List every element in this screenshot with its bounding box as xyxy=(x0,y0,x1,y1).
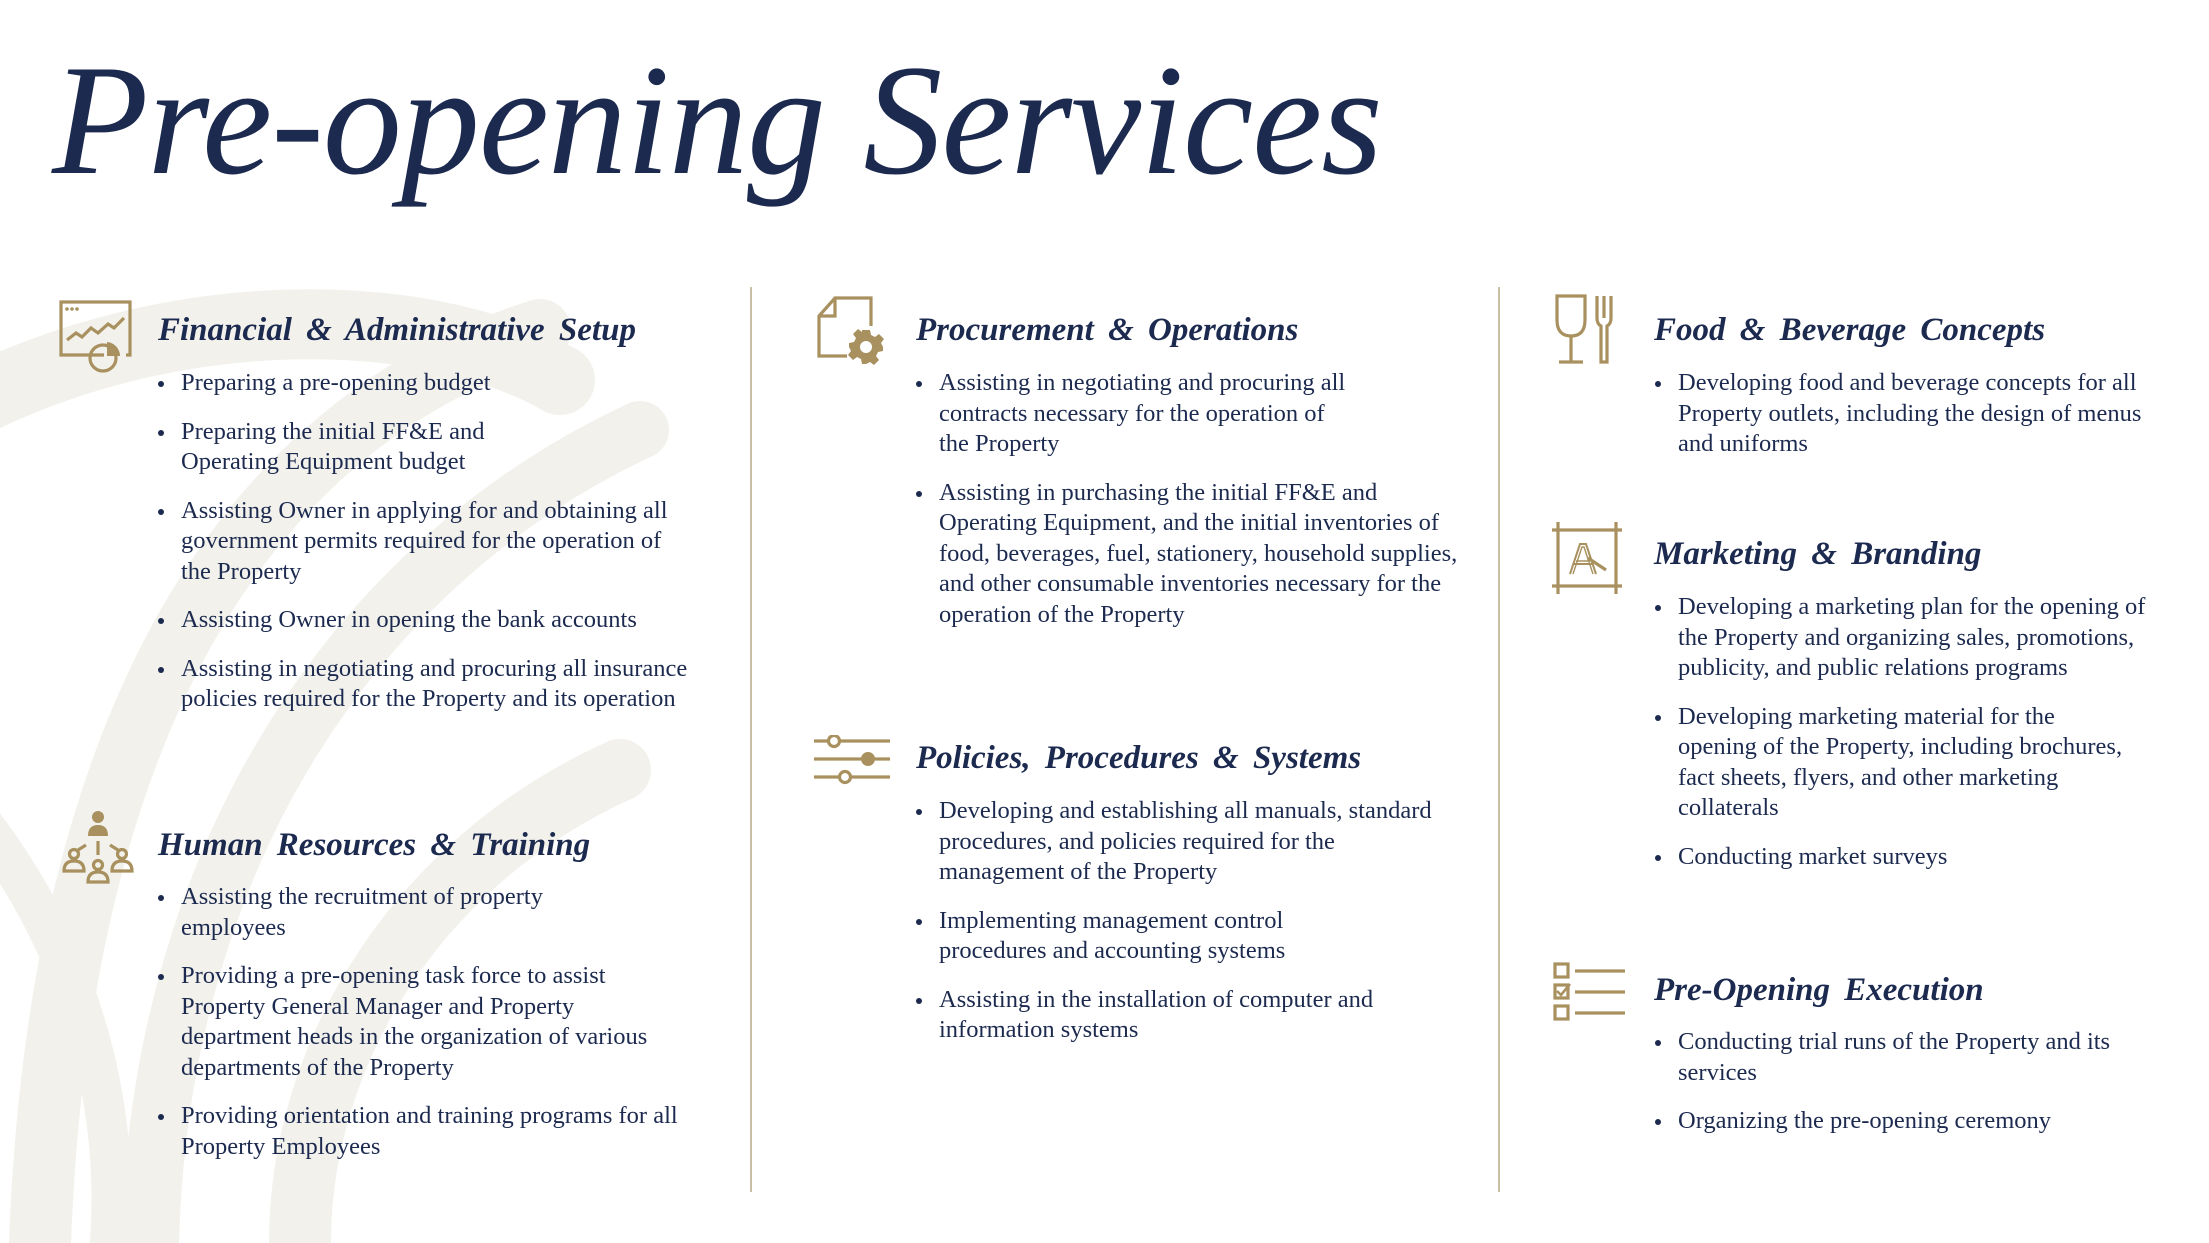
bullet-list xyxy=(158,882,698,1180)
page-title: Pre-opening Services xyxy=(52,33,1382,208)
list-item: Organizing the pre-opening ceremony xyxy=(1655,1106,2175,1137)
bullet-list xyxy=(916,368,1456,648)
bullet-list xyxy=(1655,368,2155,478)
list-item: Assisting in purchasing the initial FF&E and Operating Equipment, and the initial inventories of food, beverages, fuel, stationery, household supplies, and other consumable inventories necessary for the operation of the Property xyxy=(916,478,1459,631)
list-item: Assisting in the installation of computer and information systems xyxy=(916,985,1419,1046)
design-frame-letter-icon xyxy=(1552,522,1628,600)
list-item: Developing marketing material for the opening of the Property, including brochures, fact sheets, flyers, and other marketing collaterals xyxy=(1655,702,2138,824)
section-heading: Food & Beverage Concepts xyxy=(1654,312,2046,348)
glass-fork-icon xyxy=(1553,294,1617,370)
list-item: Assisting Owner in opening the bank accounts xyxy=(158,605,718,636)
org-chart-people-icon xyxy=(60,810,140,894)
bullet-list xyxy=(1655,592,2155,890)
section-heading: Financial & Administrative Setup xyxy=(158,312,636,348)
list-item: Developing a marketing plan for the opening of the Property and organizing sales, promotions, publicity, and public relations programs xyxy=(1655,592,2148,684)
column-divider-1 xyxy=(750,287,752,1192)
list-item: Assisting Owner in applying for and obtaining all government permits required for the operation of the Property xyxy=(158,496,681,588)
list-item: Assisting in negotiating and procuring all contracts necessary for the operation of the Property xyxy=(916,368,1359,460)
list-item: Assisting in negotiating and procuring all insurance policies required for the Property and its operation xyxy=(158,654,691,715)
bullet-list xyxy=(916,796,1456,1064)
list-item: Preparing a pre-opening budget xyxy=(158,368,718,399)
list-item: Implementing management control procedures and accounting systems xyxy=(916,906,1369,967)
document-gear-icon xyxy=(815,296,895,372)
list-item: Preparing the initial FF&E and Operating Equipment budget xyxy=(158,417,561,478)
section-heading: Marketing & Branding xyxy=(1654,536,1982,572)
section-heading: Human Resources & Training xyxy=(158,827,591,863)
list-item: Developing food and beverage concepts for all Property outlets, including the design of menus and uniforms xyxy=(1655,368,2148,460)
section-heading: Policies, Procedures & Systems xyxy=(916,740,1362,776)
list-item: Providing orientation and training programs for all Property Employees xyxy=(158,1101,698,1162)
list-item: Developing and establishing all manuals, standard procedures, and policies required for the management of the Property xyxy=(916,796,1449,888)
list-item: Assisting the recruitment of property employees xyxy=(158,882,631,943)
bullet-list xyxy=(1655,1027,2175,1155)
section-heading: Pre-Opening Execution xyxy=(1654,972,1984,1008)
chart-dashboard-icon xyxy=(58,300,134,378)
sliders-icon xyxy=(812,735,892,789)
list-item: Providing a pre-opening task force to assist Property General Manager and Property department heads in the organization of various departments of the Property xyxy=(158,961,681,1083)
column-divider-2 xyxy=(1498,287,1500,1192)
list-item: Conducting market surveys xyxy=(1655,842,2155,873)
section-heading: Procurement & Operations xyxy=(916,312,1299,348)
bullet-list xyxy=(158,368,718,733)
list-item: Conducting trial runs of the Property and its services xyxy=(1655,1027,2178,1088)
checklist-icon xyxy=(1553,962,1629,1026)
